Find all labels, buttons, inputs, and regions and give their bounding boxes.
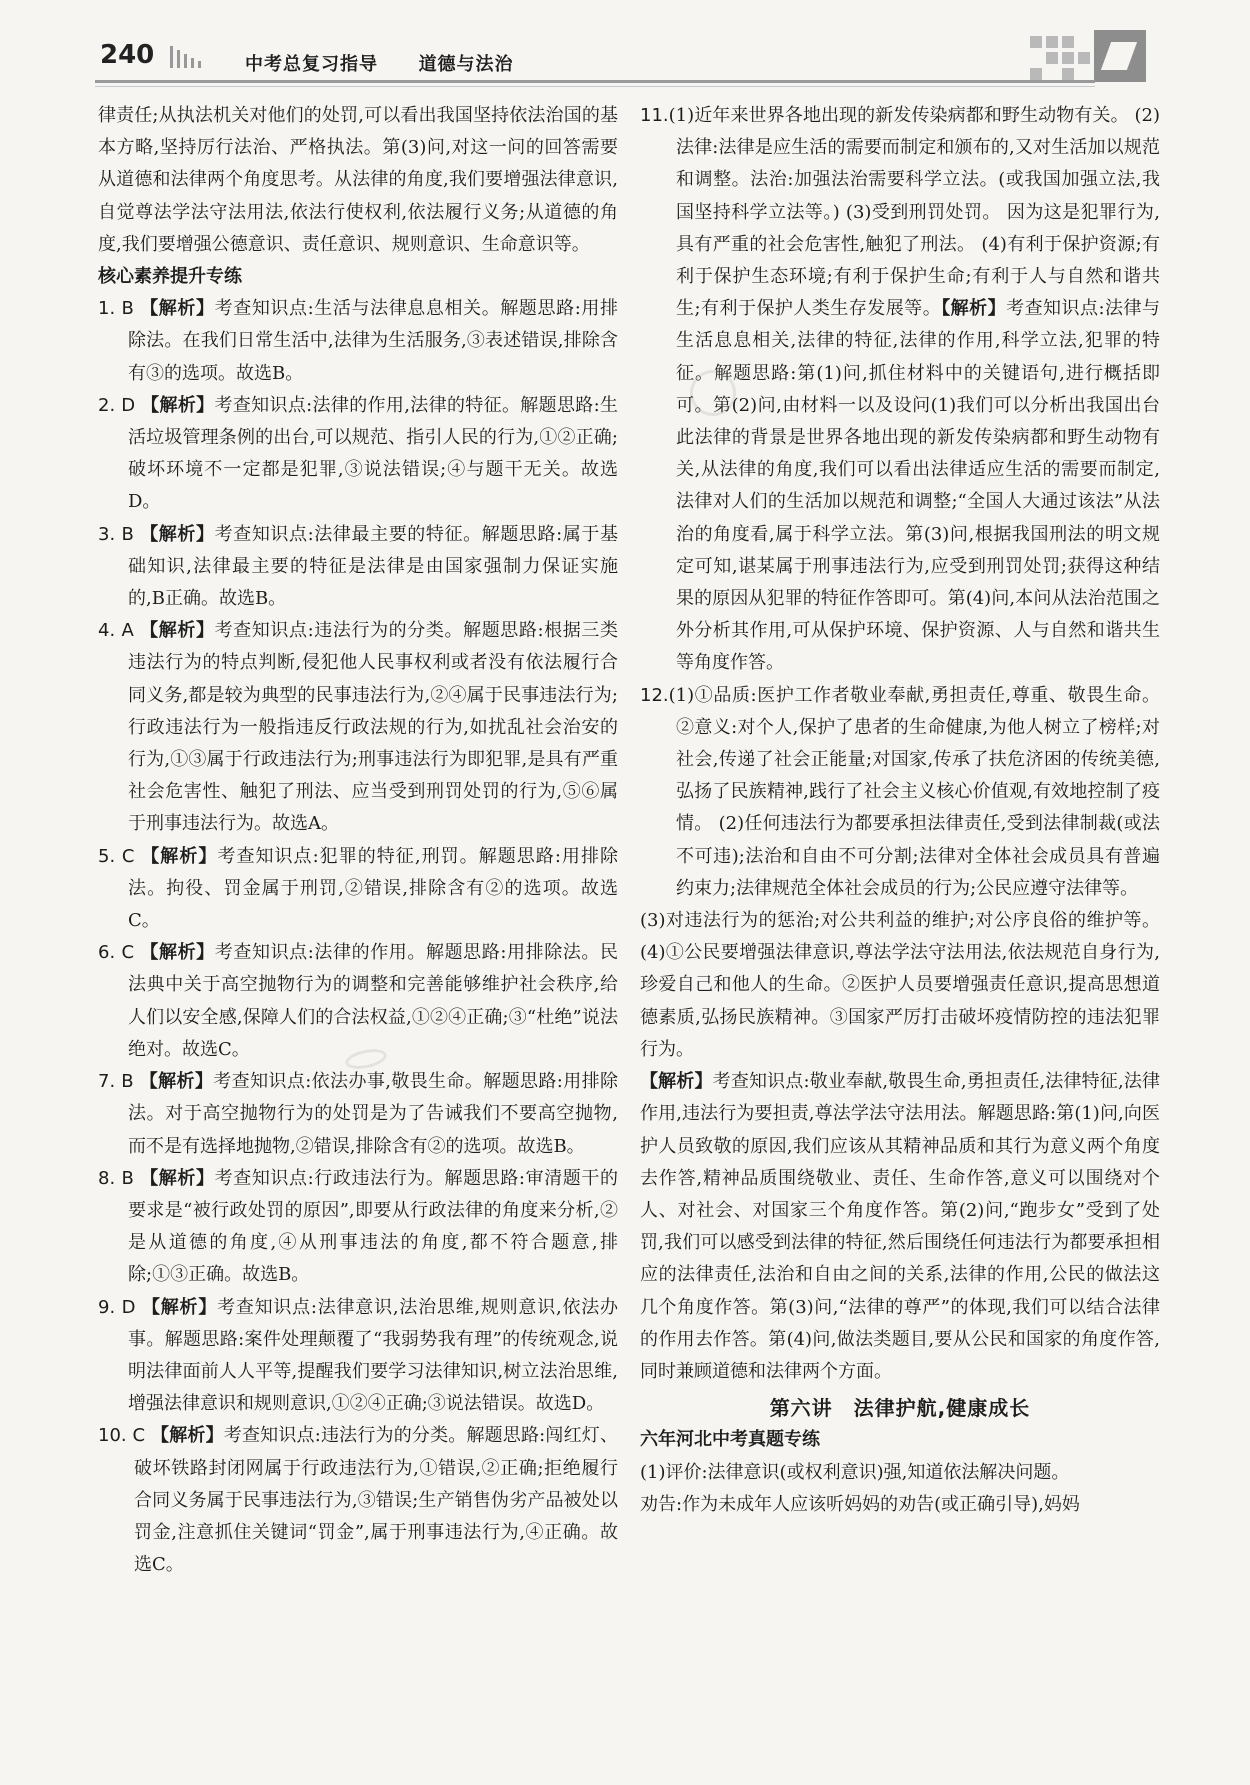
sub-heading: 六年河北中考真题专练	[640, 1429, 820, 1451]
header-bars-decoration	[170, 46, 205, 68]
page-header	[0, 0, 1250, 90]
left-column	[98, 100, 618, 1581]
answer-item-9: 9. D 【解析】考查知识点:法律意识,法治思维,规则意识,依法办事。解题思路:案件处理颠覆了“我弱势我有理”的传统观念,说明法律面前人人平等,提醒我们要学习法律知识,树立法治思维,增强法律意识和规则意识,①②④正确;③说法错误。故选D。	[98, 1296, 618, 1415]
intro-paragraph: 律责任;从执法机关对他们的处罚,可以看出我国坚持依法治国的基本方略,坚持厉行法治、严格执法。第(3)问,对这一问的回答需要从道德和法律两个角度思考。从法律的角度,我们要增强法律意识,自觉尊法学法守法用法,依法行使权利,依法履行义务;从道德的角度,我们要增强公德意识、责任意识、规则意识、生命意识等。	[98, 105, 618, 255]
answer-item-8: 8. B 【解析】考查知识点:行政违法行为。解题思路:审清题干的要求是“被行政处罚的原因”,即要从行政法律的角度来分析,②是从道德的角度,④从刑事违法的角度,都不符合题意,排除;①③正确。故选B。	[98, 1167, 619, 1286]
header-corner-decoration	[1030, 28, 1170, 88]
running-title	[245, 50, 514, 76]
answer-item-2: 2. D 【解析】考查知识点:法律的作用,法律的特征。解题思路:生活垃圾管理条例的出台,可以规范、指引人民的行为,①②正确;破坏环境不一定都是犯罪,③说法错误;④与题干无关。故选D。	[98, 394, 619, 513]
answer-item-12: 12.(1)①品质:医护工作者敬业奉献,勇担责任,尊重、敬畏生命。②意义:对个人,保护了患者的生命健康,为他人树立了榜样;对社会,传递了社会正能量;对国家,传承了扶危济困的传统美德,弘扬了民族精神,践行了社会主义核心价值观,有效地控制了疫情。 (2)任何违法行为都要承担法律责任,受到法律制裁(或法不可违);法治和自由不可分割;法律对全体社会成员具有普遍约束力;法律规范全体社会成员的行为;公民应遵守法律等。	[640, 684, 1160, 899]
page-number: 240	[100, 40, 155, 70]
answer-item-7: 7. B 【解析】考查知识点:依法办事,敬畏生命。解题思路:用排除法。对于高空抛物行为的处罚是为了告诫我们不要高空抛物,而不是有选择地抛物,②错误,排除含有②的选项。故选B。	[98, 1071, 619, 1157]
answer-item-6: 6. C 【解析】考查知识点:法律的作用。解题思路:用排除法。民法典中关于高空抛物行为的调整和完善能够维护社会秩序,给人们以安全感,保障人们的合法权益,①②④正确;③“杜绝”说法绝对。故选C。	[98, 942, 619, 1060]
answer-item-4: 4. A 【解析】考查知识点:违法行为的分类。解题思路:根据三类违法行为的特点判断,侵犯他人民事权利或者没有依法履行合同义务,都是较为典型的民事违法行为,②④属于民事违法行为;行政违法行为一般指违反行政法规的行为,如扰乱社会治安的行为,①③属于行政违法行为;刑事违法行为即犯罪,是具有严重社会危害性、触犯了刑法、应当受到刑罚处罚的行为,⑤⑥属于刑事违法行为。故选A。	[98, 620, 618, 835]
answer-item-12-part-3-4: (3)对违法行为的惩治;对公共利益的维护;对公序良俗的维护等。 (4)①公民要增强法律意识,尊法学法守法用法,依法规范自身行为,珍爱自己和他人的生命。②医护人员要增强责任意识,提高思想道德素质,弘扬民族精神。③国家严厉打击破坏疫情防控的违法犯罪行为。	[640, 910, 1160, 1060]
answer-item-11: 11.(1)近年来世界各地出现的新发传染病都和野生动物有关。 (2)法律:法律是应生活的需要而制定和颁布的,又对生活加以规范和调整。法治:加强法治需要科学立法。(或我国加强立法,我国坚持科学立法等。) (3)受到刑罚处罚。 因为这是犯罪行为,具有严重的社会危害性,触犯了刑法。 (4)有利于保护资源;有利于保护生态环境;有利于保护生命;有利于人与自然和谐共生;有利于保护人类生存发展等。【解析】考查知识点:法律与生活息息相关,法律的特征,法律的作用,科学立法,犯罪的特征。解题思路:第(1)问,抓住材料中的关键语句,进行概括即可。第(2)问,由材料一以及设问(1)我们可以分析出我国出台此法律的背景是世界各地出现的新发传染病都和野生动物有关,从法律的角度,我们可以看出法律适应生活的需要而制定,法律对人们的生活加以规范和调整;“全国人大通过该法”从法治的角度看,属于科学立法。第(3)问,根据我国刑法的明文规定可知,谌某属于刑事违法行为,应受到刑罚处罚;获得这种结果的原因从犯罪的特征作答即可。第(4)问,本问从法治范围之外分析其作用,可从保护环境、保护资源、人与自然和谐共生等角度作答。	[640, 105, 1160, 674]
subject-title: 道德与法治	[418, 54, 514, 75]
answer-item-5: 5. C 【解析】考查知识点:犯罪的特征,刑罚。解题思路:用排除法。拘役、罚金属于刑罚,②错误,排除含有②的选项。故选C。	[98, 845, 619, 932]
answer-item-1: 1. B 【解析】考查知识点:生活与法律息息相关。解题思路:用排除法。在我们日常生活中,法律为生活服务,③表述错误,排除含有③的选项。故选B。	[98, 298, 619, 384]
book-title: 中考总复习指导	[245, 54, 378, 75]
answer-line-2: 劝告:作为未成年人应该听妈妈的劝告(或正确引导),妈妈	[640, 1493, 1080, 1515]
answer-item-10: 10. C 【解析】考查知识点:违法行为的分类。解题思路:闯红灯、破坏铁路封闭网属于行政违法行为,①错误,②正确;拒绝履行合同义务属于民事违法行为,③错误;生产销售伪劣产品被处以罚金,注意抓住关键词“罚金”,属于刑事违法行为,④正确。故选C。	[98, 1425, 618, 1576]
section-heading: 核心素养提升专练	[98, 266, 242, 288]
header-rule	[95, 80, 1095, 83]
answer-item-12-analysis: 【解析】考查知识点:敬业奉献,敬畏生命,勇担责任,法律特征,法律作用,违法行为要担责,尊法学法守法用法。解题思路:第(1)问,向医护人员致敬的原因,我们应该从其精神品质和其行为意义两个角度去作答,精神品质围绕敬业、责任、生命作答,意义可以围绕对个人、对社会、对国家三个角度作答。第(2)问,“跑步女”受到了处罚,我们可以感受到法律的特征,然后围绕任何违法行为都要承担相应的法律责任,法治和自由之间的关系,法律的作用,公民的做法这几个角度作答。第(3)问,“法律的尊严”的体现,我们可以结合法律的作用去作答。第(4)问,做法类题目,要从公民和国家的角度作答,同时兼顾道德和法律两个方面。	[640, 1071, 1161, 1382]
answer-item-3: 3. B 【解析】考查知识点:法律最主要的特征。解题思路:属于基础知识,法律最主要的特征是法律是由国家强制力保证实施的,B正确。故选B。	[98, 523, 619, 610]
lesson-heading: 第六讲 法律护航,健康成长	[769, 1396, 1031, 1421]
header-rule-thin	[95, 86, 1095, 87]
right-column	[640, 100, 1160, 1521]
answer-line-1: (1)评价:法律意识(或权利意识)强,知道依法解决问题。	[640, 1461, 1070, 1483]
